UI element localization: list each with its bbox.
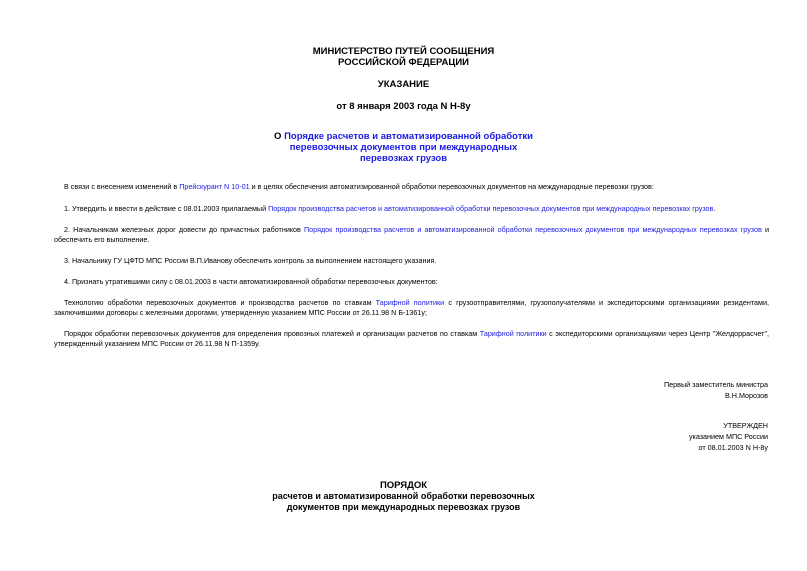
paragraph-preamble xyxy=(54,182,769,192)
approval-stamp-line3: от 08.01.2003 N Н-8у xyxy=(698,443,768,452)
paragraph-item-3: 3. Начальнику ГУ ЦФТО МПС России В.П.Иванову обеспечить контроль за выполнением настоящего указания. xyxy=(64,256,437,265)
link-procedure[interactable]: Порядок производства расчетов и автоматизированной обработки перевозочных документов при международных перевозках грузов xyxy=(268,204,714,213)
annex-subtitle-line2: документов при международных перевозках грузов xyxy=(286,502,521,512)
subject-link-line1[interactable]: Порядке расчетов и автоматизированной обработки xyxy=(284,131,533,142)
signature-name: В.Н.Морозов xyxy=(725,391,768,400)
paragraph-repealed-2 xyxy=(54,329,769,349)
paragraph-text: Технологию обработки перевозочных документов и производства расчетов по ставкам xyxy=(64,298,376,307)
paragraph-repealed-1 xyxy=(54,298,769,318)
signature-position: Первый заместитель министра xyxy=(663,380,768,389)
paragraph-text: с грузоотправителями, грузополучателями и экспедиторскими организациями резидентами, заключившими договоры с железными дорогами, утвержденную указанием МПС России от 26.11.98 N Б-1361у; xyxy=(54,298,770,317)
link-procedure[interactable]: Порядок производства расчетов и автоматизированной обработки перевозочных документов при международных перевозках грузов xyxy=(304,225,762,234)
paragraph-item-4: 4. Признать утратившими силу с 08.01.2003 в части автоматизированной обработки перевозочных документов: xyxy=(64,277,438,286)
link-tariff-policy[interactable]: Тарифной политики xyxy=(375,298,445,307)
paragraph-item-2 xyxy=(54,225,769,245)
paragraph-text: и в целях обеспечения автоматизированной обработки перевозочных документов на международные перевозки грузов: xyxy=(249,182,654,191)
paragraph-text: 1. Утвердить и ввести в действие с 08.01.2003 прилагаемый xyxy=(64,204,269,213)
approval-stamp-line1: УТВЕРЖДЕН xyxy=(723,421,768,430)
document-type: УКАЗАНИЕ xyxy=(377,79,430,90)
subject-link-line3[interactable]: перевозках грузов xyxy=(359,153,448,164)
link-tariff-policy[interactable]: Тарифной политики xyxy=(479,329,547,338)
paragraph-text: и обеспечить его выполнение. xyxy=(54,225,769,244)
subject-link-line2[interactable]: перевозочных документов при международных xyxy=(289,142,518,153)
paragraph-item-1 xyxy=(54,204,769,214)
paragraph-text: В связи с внесением изменений в xyxy=(64,182,180,191)
link-price-list[interactable]: Прейскурант N 10-01 xyxy=(179,182,250,191)
annex-subtitle-line1: расчетов и автоматизированной обработки перевозочных xyxy=(272,491,535,501)
annex-title: ПОРЯДОК xyxy=(379,480,428,491)
paragraph-text: с экспедиторскими организациями через Центр "Желдоррасчет", утвержденный указанием МПС России от 26.11.98 N П-1359у. xyxy=(54,329,770,348)
document-date: от 8 января 2003 года N Н-8у xyxy=(336,101,471,112)
paragraph-text: Порядок обработки перевозочных документов для определения провозных платежей и организации расчетов по ставкам xyxy=(64,329,480,338)
ministry-name-line1: МИНИСТЕРСТВО ПУТЕЙ СООБЩЕНИЯ xyxy=(312,46,495,57)
approval-stamp-line2: указанием МПС России xyxy=(688,432,768,441)
paragraph-text: 2. Начальникам железных дорог довести до причастных работников xyxy=(64,225,305,234)
subject-prefix: О xyxy=(274,131,285,142)
subject-line1 xyxy=(0,131,807,142)
ministry-name-line2: РОССИЙСКОЙ ФЕДЕРАЦИИ xyxy=(337,57,469,68)
paragraph-text: . xyxy=(713,204,716,213)
